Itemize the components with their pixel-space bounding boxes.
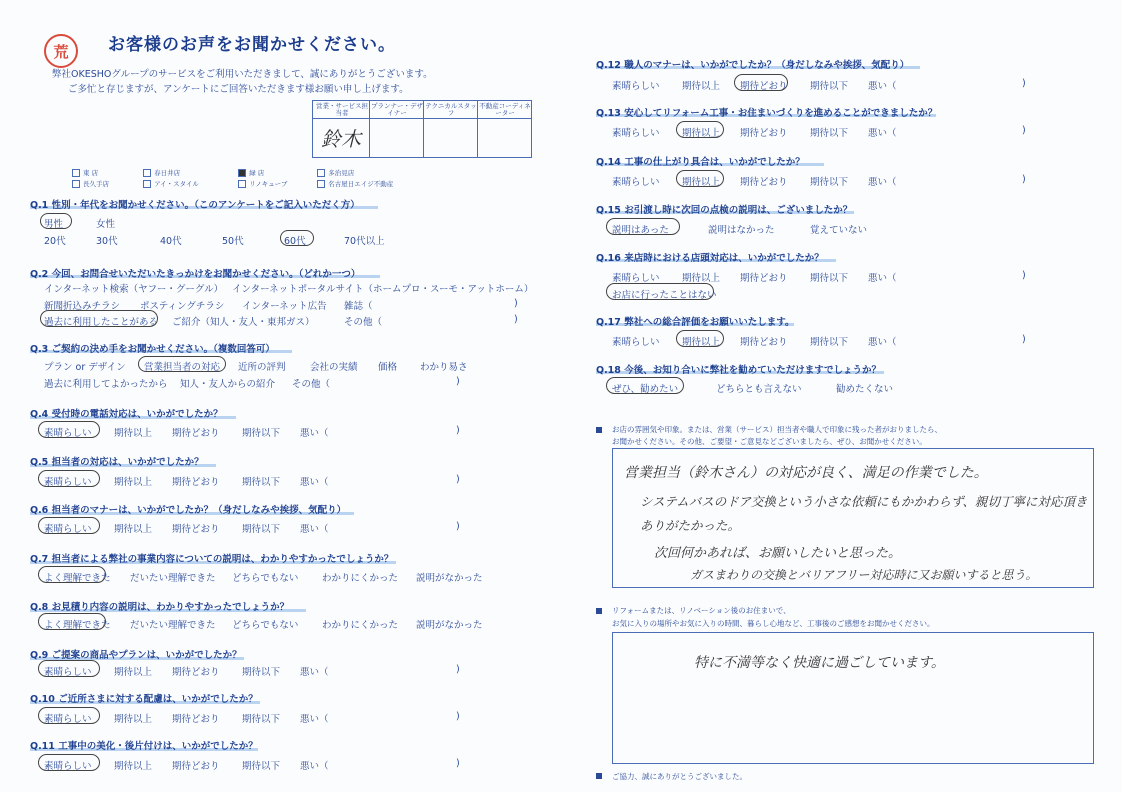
checkbox[interactable] xyxy=(317,180,325,188)
option: ) xyxy=(1022,270,1026,281)
option[interactable]: 近所の評判 xyxy=(238,362,286,373)
seal-stamp: 荒 xyxy=(44,34,78,68)
option[interactable]: 期待以上 xyxy=(114,477,153,488)
option[interactable]: 素晴らしい xyxy=(44,761,92,772)
option[interactable]: 期待以下 xyxy=(242,477,281,488)
option[interactable]: 期待以上 xyxy=(114,667,153,678)
option[interactable]: 期待以上 xyxy=(114,428,153,439)
option[interactable]: わかりにくかった xyxy=(322,573,399,584)
option: ) xyxy=(514,314,518,325)
option[interactable]: 素晴らしい xyxy=(44,477,92,488)
question-13: Q.13 安心してリフォーム工事・お住まいづくりを進めることができましたか？ xyxy=(596,108,938,119)
option[interactable]: よく理解できた xyxy=(44,620,111,631)
answer-circle xyxy=(734,74,788,91)
handwriting-line: 営業担当（鈴木さん）の対応が良く、満足の作業でした。 xyxy=(624,465,988,481)
option: ) xyxy=(456,758,460,769)
option[interactable]: 覚えていない xyxy=(810,225,868,236)
option[interactable]: 素晴らしい xyxy=(612,337,660,348)
option: ) xyxy=(1022,125,1026,136)
option[interactable]: 期待以下 xyxy=(242,714,281,725)
option[interactable]: 説明がなかった xyxy=(416,620,483,631)
option[interactable]: 悪い（ xyxy=(300,714,329,725)
answer-circle xyxy=(38,470,100,487)
question-15: Q.15 お引渡し時に次回の点検の説明は、ございましたか？ xyxy=(596,205,853,216)
handwriting-line: 次回何かあれば、お願いしたいと思った。 xyxy=(654,546,902,561)
option[interactable]: 期待どおり xyxy=(740,177,788,188)
bullet-square-icon xyxy=(596,773,602,779)
option[interactable]: 過去に利用してよかったから xyxy=(44,379,168,390)
option[interactable]: 期待以上 xyxy=(682,337,721,348)
option[interactable]: 期待以上 xyxy=(114,714,153,725)
option[interactable]: よく理解できた xyxy=(44,573,111,584)
staff-header-planner: プランナー・デザイナー xyxy=(371,102,423,117)
option[interactable]: 悪い（ xyxy=(868,273,897,284)
question-17: Q.17 弊社への総合評価をお願いいたします。 xyxy=(596,317,795,328)
option[interactable]: 雑誌（ xyxy=(344,301,373,312)
option[interactable]: 期待以下 xyxy=(242,524,281,535)
option[interactable]: 悪い（ xyxy=(300,761,329,772)
option[interactable]: インターネット検索（ヤフー・グーグル） xyxy=(44,284,224,295)
option[interactable]: 期待以下 xyxy=(810,128,849,139)
option: ) xyxy=(456,711,460,722)
option[interactable]: ぜひ、勧めたい xyxy=(612,384,679,395)
option: ) xyxy=(456,474,460,485)
answer-circle xyxy=(606,377,684,394)
answer-circle xyxy=(38,517,100,534)
handwriting-line: ありがたかった。 xyxy=(640,518,741,533)
option[interactable]: 期待どおり xyxy=(172,714,220,725)
answer-circle xyxy=(676,330,724,347)
option[interactable]: 期待以下 xyxy=(810,177,849,188)
answer-circle xyxy=(138,356,226,372)
option[interactable]: 期待どおり xyxy=(172,428,220,439)
option[interactable]: 期待どおり xyxy=(740,128,788,139)
intro-line-2: ご多忙と存じますが、アンケートにご回答いただきます様お願い申し上げます。 xyxy=(68,84,409,95)
option[interactable]: 期待どおり xyxy=(740,81,788,92)
comment2-prompt-1: リフォームまたは、リノベーション後のお住まいで、 xyxy=(612,606,791,615)
option[interactable]: 悪い（ xyxy=(300,477,329,488)
option[interactable]: 60代 xyxy=(284,236,306,247)
option[interactable]: 悪い（ xyxy=(300,667,329,678)
option[interactable]: ポスティングチラシ xyxy=(140,301,225,312)
option[interactable]: 悪い（ xyxy=(868,81,897,92)
staff-header-realestate: 不動産コーディネーター xyxy=(479,102,531,117)
option[interactable]: 期待どおり xyxy=(740,337,788,348)
answer-circle xyxy=(606,283,714,300)
option[interactable]: 素晴らしい xyxy=(612,81,660,92)
option: ) xyxy=(1022,78,1026,89)
option[interactable]: だいたい理解できた xyxy=(130,620,216,631)
option[interactable]: 期待以下 xyxy=(810,273,849,284)
option[interactable]: どちらでもない xyxy=(232,620,299,631)
handwriting-line: 特に不満等なく快適に過ごしています。 xyxy=(694,655,945,671)
question-8: Q.8 お見積り内容の説明は、わかりやすかったでしょうか？ xyxy=(30,602,290,613)
option[interactable]: 悪い（ xyxy=(300,524,329,535)
question-7: Q.7 担当者による弊社の事業内容についての説明は、わかりやすかったでしょうか？ xyxy=(30,554,394,565)
option[interactable]: 期待どおり xyxy=(172,761,220,772)
option[interactable]: 40代 xyxy=(160,236,182,247)
option: ) xyxy=(514,298,518,309)
option: ) xyxy=(456,521,460,532)
question-1: Q.1 性別・年代をお聞かせください。（このアンケートをご記入いただく方） xyxy=(30,200,360,211)
question-18: Q.18 今後、お知り合いに弊社を勧めていただけますでしょうか？ xyxy=(596,365,881,376)
option[interactable]: 期待以下 xyxy=(242,667,281,678)
option[interactable]: 50代 xyxy=(222,236,244,247)
checkbox[interactable] xyxy=(238,180,246,188)
option[interactable]: 期待どおり xyxy=(172,524,220,535)
option[interactable]: インターネット広告 xyxy=(242,301,327,312)
question-16: Q.16 来店時における店頭対応は、いかがでしたか？ xyxy=(596,253,824,264)
store-row-1: 東 店 春日井店 緑 店 多治見店 xyxy=(72,160,354,179)
option[interactable]: 素晴らしい xyxy=(612,128,660,139)
option[interactable]: 期待以下 xyxy=(810,337,849,348)
answer-circle xyxy=(606,218,680,235)
answer-circle xyxy=(38,660,100,677)
store-row-2: 長久手店 アイ・スタイル リノキューブ 名古屋日エイジ不動産 xyxy=(72,171,393,190)
option[interactable]: 期待以下 xyxy=(810,81,849,92)
option[interactable]: 30代 xyxy=(96,236,118,247)
option[interactable]: 素晴らしい xyxy=(44,667,92,678)
comment1-prompt-1: お店の雰囲気や印象。または、営業（サービス）担当者や職人で印象に残った者がおりましたら、 xyxy=(612,425,942,434)
question-6: Q.6 担当者のマナーは、いかがでしたか？（身だしなみや挨拶、気配り） xyxy=(30,505,347,516)
option: ) xyxy=(1022,174,1026,185)
option[interactable]: 期待以上 xyxy=(682,177,721,188)
option[interactable]: 勧めたくない xyxy=(836,384,894,395)
option[interactable]: 説明はなかった xyxy=(708,225,775,236)
answer-circle xyxy=(676,170,724,187)
answer-circle xyxy=(40,213,72,229)
option[interactable]: 期待どおり xyxy=(740,273,788,284)
bullet-square-icon xyxy=(596,427,602,433)
option[interactable]: 素晴らしい xyxy=(612,177,660,188)
handwriting-line: システムバスのドア交換という小さな依頼にもかかわらず、親切丁寧に対応頂き xyxy=(640,494,1088,509)
option[interactable]: わかり易さ xyxy=(420,362,468,373)
option[interactable]: 新聞折込みチラシ xyxy=(44,301,121,312)
intro-line-1: 弊社OKESHOグループのサービスをご利用いただきまして、誠にありがとうございます。 xyxy=(52,69,433,80)
option[interactable]: 期待以上 xyxy=(114,761,153,772)
option[interactable]: 説明はあった xyxy=(612,225,669,236)
option[interactable]: 70代以上 xyxy=(344,236,385,247)
answer-circle xyxy=(38,754,100,771)
option[interactable]: 期待以上 xyxy=(114,524,153,535)
option[interactable]: 知人・友人からの紹介 xyxy=(180,379,276,390)
option[interactable]: どちらでもない xyxy=(232,573,299,584)
answer-circle xyxy=(38,421,100,438)
option[interactable]: 素晴らしい xyxy=(44,714,92,725)
bullet-square-icon xyxy=(596,608,602,614)
option[interactable]: その他（ xyxy=(344,317,383,328)
option[interactable]: 会社の実績 xyxy=(310,362,358,373)
comment1-prompt-2: お聞かせください。その他、ご要望・ご意見などございましたら、ぜひ、お聞かせください。 xyxy=(612,437,927,446)
checkbox[interactable] xyxy=(72,180,80,188)
page-title: お客様のお声をお聞かせください。 xyxy=(108,35,396,55)
option[interactable]: 素晴らしい xyxy=(44,524,92,535)
answer-circle xyxy=(38,566,106,583)
question-11: Q.11 工事中の美化・後片付けは、いかがでしたか？ xyxy=(30,741,258,752)
option[interactable]: プラン or デザイン xyxy=(44,362,126,373)
option[interactable]: 女性 xyxy=(96,219,116,230)
answer-circle xyxy=(38,707,100,724)
question-4: Q.4 受付時の電話対応は、いかがでしたか？ xyxy=(30,409,223,420)
option[interactable]: 期待以下 xyxy=(242,761,281,772)
option: ) xyxy=(1022,334,1026,345)
option[interactable]: インターネットポータルサイト（ホームプロ・スーモ・アットホーム） xyxy=(232,284,534,295)
option[interactable]: 男性 xyxy=(44,219,64,230)
option[interactable]: 過去に利用したことがある xyxy=(44,317,159,328)
answer-circle xyxy=(676,121,724,138)
staff-header-sales: 営業・サービス担当者 xyxy=(316,102,368,117)
option[interactable]: 期待どおり xyxy=(172,477,220,488)
option[interactable]: お店に行ったことはない xyxy=(612,290,717,301)
question-9: Q.9 ご提案の商品やプランは、いかがでしたか？ xyxy=(30,650,242,661)
staff-table xyxy=(312,100,532,158)
thanks-text: ご協力、誠にありがとうございました。 xyxy=(612,772,747,781)
question-10: Q.10 ご近所さまに対する配慮は、いかがでしたか？ xyxy=(30,694,258,705)
option[interactable]: 悪い（ xyxy=(868,337,897,348)
question-3: Q.3 ご契約の決め手をお聞かせください。（複数回答可） xyxy=(30,344,275,355)
option: ) xyxy=(456,664,460,675)
option[interactable]: 悪い（ xyxy=(868,128,897,139)
option[interactable]: 悪い（ xyxy=(300,428,329,439)
option[interactable]: だいたい理解できた xyxy=(130,573,216,584)
option[interactable]: 期待以上 xyxy=(682,128,721,139)
option[interactable]: 価格 xyxy=(378,362,398,373)
option[interactable]: その他（ xyxy=(292,379,331,390)
option[interactable]: 営業担当者の対応 xyxy=(144,362,221,373)
option[interactable]: 20代 xyxy=(44,236,66,247)
option: ) xyxy=(456,376,460,387)
option[interactable]: 期待以上 xyxy=(682,273,721,284)
option: ) xyxy=(456,425,460,436)
comment2-prompt-2: お気に入りの場所やお気に入りの時間、暮らし心地など、工事後のご感想をお聞かせください。 xyxy=(612,619,935,628)
option[interactable]: 期待以上 xyxy=(682,81,721,92)
option[interactable]: 素晴らしい xyxy=(44,428,92,439)
question-5: Q.5 担当者の対応は、いかがでしたか？ xyxy=(30,457,204,468)
handwriting-line: ガスまわりの交換とバリアフリー対応時に又お願いすると思う。 xyxy=(690,568,1038,582)
checkbox[interactable] xyxy=(143,180,151,188)
option[interactable]: ご紹介（知人・友人・東邦ガス） xyxy=(172,317,315,328)
option[interactable]: わかりにくかった xyxy=(322,620,399,631)
staff-header-technical: テクニカルスタッフ xyxy=(425,102,477,117)
answer-circle xyxy=(40,310,158,327)
option[interactable]: どちらとも言えない xyxy=(716,384,802,395)
option[interactable]: 悪い（ xyxy=(868,177,897,188)
staff-name-handwritten[interactable]: 鈴木 xyxy=(321,127,361,151)
question-2: Q.2 今回、お問合せいただいたきっかけをお聞かせください。（どれか一つ） xyxy=(30,269,361,280)
question-14: Q.14 工事の仕上がり具合は、いかがでしたか？ xyxy=(596,157,805,168)
answer-circle xyxy=(280,230,314,246)
answer-circle xyxy=(38,613,106,630)
option[interactable]: 説明がなかった xyxy=(416,573,483,584)
option[interactable]: 期待以下 xyxy=(242,428,281,439)
option[interactable]: 期待どおり xyxy=(172,667,220,678)
option[interactable]: 素晴らしい xyxy=(612,273,660,284)
question-12: Q.12 職人のマナーは、いかがでしたか？（身だしなみや挨拶、気配り） xyxy=(596,60,910,71)
